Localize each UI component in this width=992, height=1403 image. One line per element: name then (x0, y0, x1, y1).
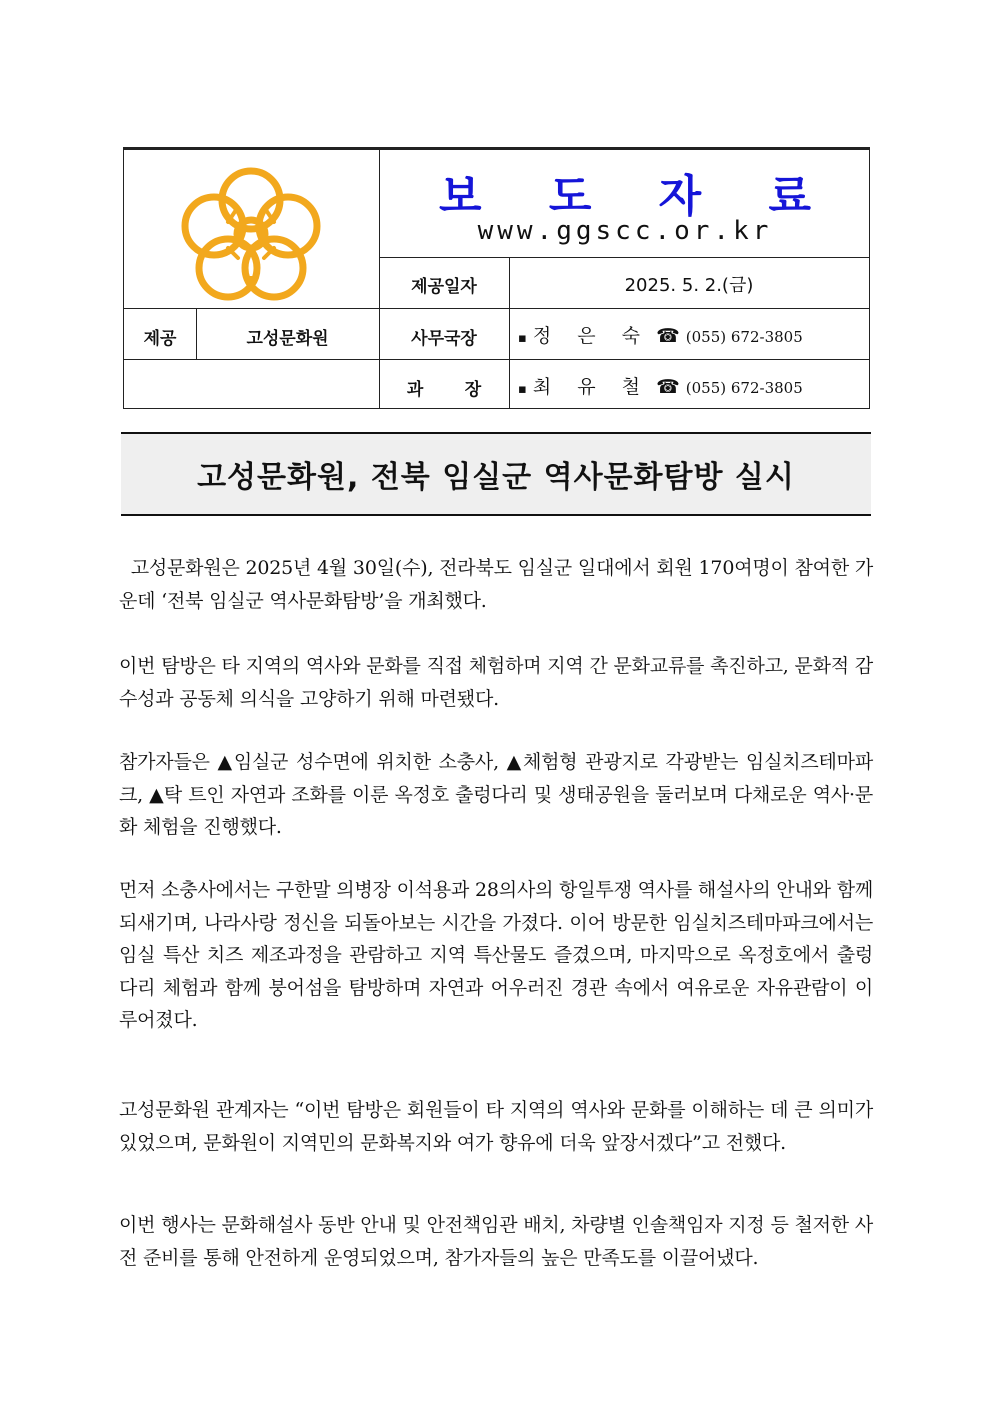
paragraph: 이번 행사는 문화해설사 동반 안내 및 안전책임관 배치, 차량별 인솔책임자 지정 등 철저한 사전 준비를 통해 안전하게 운영되었으며, 참가자들의 높은 만족도를 이끌어냈다. (119, 1214, 873, 1269)
contact-name: 최 유 철 (532, 376, 651, 398)
headline: 고성문화원, 전북 임실군 역사문화탐방 실시 (197, 460, 795, 495)
phone-icon: ☎ (656, 376, 680, 398)
paragraph: 고성문화원 관계자는 “이번 탐방은 회원들이 타 지역의 역사와 문화를 이해하는 데 큰 의미가 있었으며, 문화원이 지역민의 문화복지와 여가 향유에 더욱 앞장서겠다”고 전했다. (119, 1099, 873, 1154)
provider-value: 고성문화원 (246, 329, 329, 349)
date-label: 제공일자 (411, 277, 477, 297)
website-url: www.ggscc.or.kr (477, 216, 773, 246)
contact-name: 정 은 숙 (532, 325, 651, 347)
contact-phone: (055) 672-3805 (685, 379, 803, 397)
press-release-header-table (123, 147, 870, 409)
press-release-title: 보 도 자 료 (439, 171, 837, 222)
paragraph: 이번 탐방은 타 지역의 역사와 문화를 직접 체험하며 지역 간 문화교류를 촉진하고, 문화적 감수성과 공동체 의식을 고양하기 위해 마련됐다. (119, 655, 873, 710)
paragraph: 먼저 소충사에서는 구한말 의병장 이석용과 28의사의 항일투쟁 역사를 해설사의 안내와 함께 되새기며, 나라사랑 정신을 되돌아보는 시간을 가졌다. 이어 방문한 임실치즈테마파크에서는 임실 특산 치즈 제조과정을 관람하고 지역 특산물도 즐겼으며, 마지막으로 옥정호에서 출렁다리 체험과 함께 붕어섬을 탐방하며 자연과 어우러진 경관 속에서 여유로운 자유관람이 이루어졌다. (119, 879, 873, 1031)
paragraph: 고성문화원은 2025년 4월 30일(수), 전라북도 임실군 일대에서 회원 170여명이 참여한 가운데 ‘전북 임실군 역사문화탐방’을 개최했다. (119, 557, 873, 612)
divider (379, 257, 869, 258)
bullet-icon: ▪ (518, 331, 527, 346)
phone-icon: ☎ (656, 325, 680, 347)
bullet-icon: ▪ (518, 382, 527, 397)
headline-box (121, 432, 871, 516)
contact-role: 사무국장 (411, 329, 477, 349)
flower-emblem-logo-icon (176, 160, 326, 305)
provider-label: 제공 (143, 329, 177, 349)
paragraph: 참가자들은 ▲임실군 성수면에 위치한 소충사, ▲체험형 관광지로 각광받는 임실치즈테마파크, ▲탁 트인 자연과 조화를 이룬 옥정호 출렁다리 및 생태공원을 둘러보며 다채로운 역사·문화 체험을 진행했다. (119, 751, 873, 838)
divider (124, 359, 869, 360)
contact-entry (518, 372, 803, 399)
contact-phone: (055) 672-3805 (685, 328, 803, 346)
contact-entry (518, 321, 803, 348)
date-value: 2025. 5. 2.(금) (624, 275, 754, 296)
contact-role: 과 장 (406, 380, 482, 400)
divider (124, 308, 869, 309)
